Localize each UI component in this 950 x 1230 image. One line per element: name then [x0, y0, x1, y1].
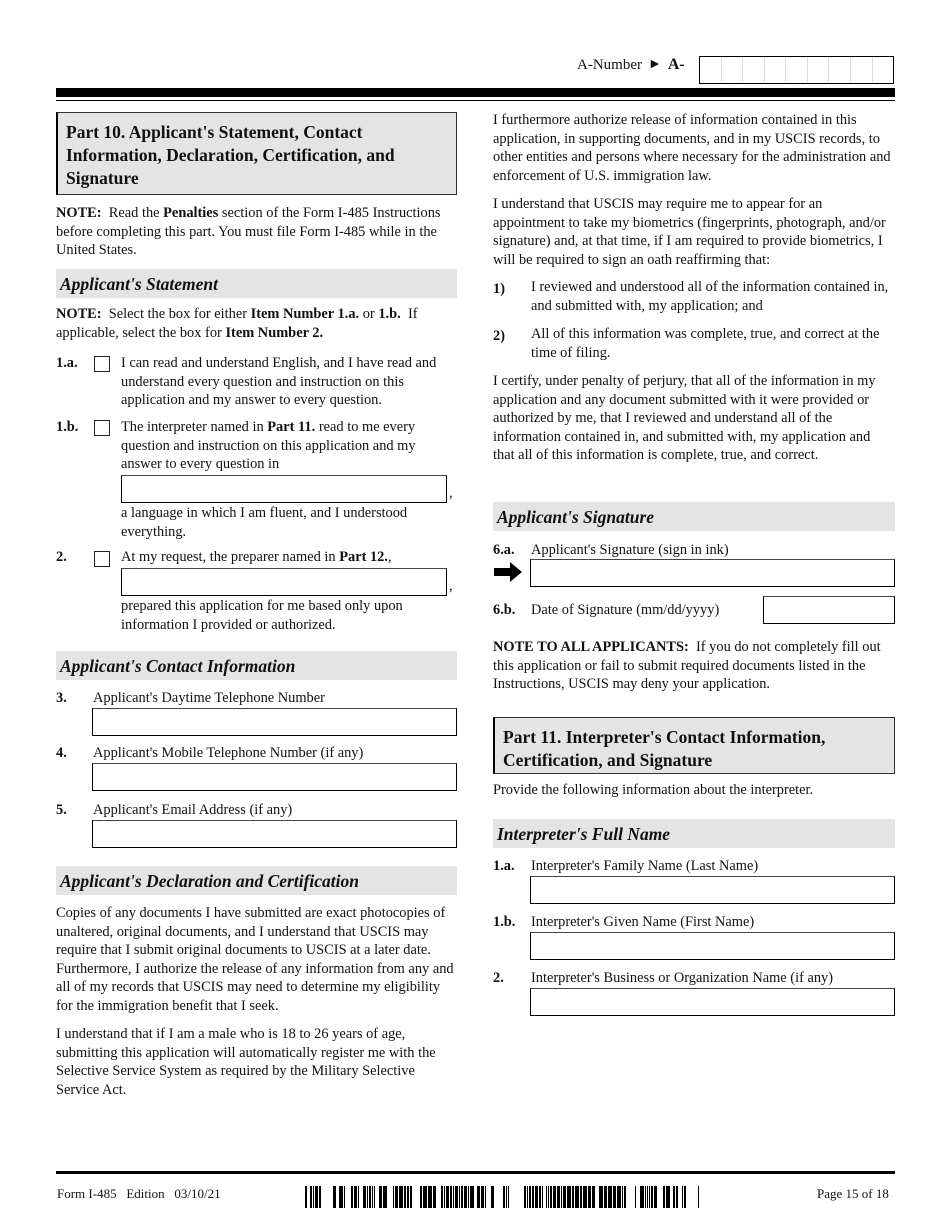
barcode [305, 1186, 712, 1208]
arrow-right-icon [494, 562, 522, 582]
item-3-label: Applicant's Daytime Telephone Number [93, 690, 325, 706]
item-6a-number: 6.a. [493, 542, 515, 558]
applicant-signature-input[interactable] [530, 559, 895, 587]
statement-note: NOTE: Select the box for either Item Number 1.a. or 1.b. If applicable, select the box for Item Number 2. [56, 306, 418, 341]
item-1a-number: 1.a. [56, 355, 78, 371]
mobile-phone-input[interactable] [92, 763, 457, 791]
list-1-text: I reviewed and understood all of the information contained in, and submitted with, my application; and [531, 279, 889, 314]
interpreter-family-name-input[interactable] [530, 876, 895, 904]
a-number-label-group [577, 56, 685, 75]
arrow-right-icon: ► [647, 57, 662, 72]
item-1a-checkbox[interactable] [94, 356, 110, 372]
a-number-label: A-Number [577, 57, 642, 73]
item-2-checkbox[interactable] [94, 551, 110, 567]
applicant-statement-heading: Applicant's Statement [56, 269, 457, 298]
item-2-after-text: prepared this application for me based only upon information I provided or authorized. [121, 598, 403, 633]
list-1-number: 1) [493, 281, 505, 297]
part11-intro: Provide the following information about the interpreter. [493, 782, 814, 798]
item-1b-number: 1.b. [56, 419, 79, 435]
footer-page-number: Page 15 of 18 [817, 1186, 889, 1201]
right-para-3: I certify, under penalty of perjury, that all of the information in my application and any document submitted with it were provided or authorized by me, that I reviewed and understand all of the information contained in, and submitted with, my application and that all of this information is complete, true, and correct. [493, 373, 876, 463]
list-2-number: 2) [493, 328, 505, 344]
part11-title: Part 11. Interpreter's Contact Information, Certification, and Signature [503, 727, 826, 770]
applicant-declaration-heading: Applicant's Declaration and Certification [56, 866, 457, 895]
a-number-prefix: A- [667, 56, 685, 73]
item-3-number: 3. [56, 690, 67, 706]
declaration-para-1: Copies of any documents I have submitted are exact photocopies of unaltered, original documents, and I understand that USCIS may require that I submit original documents to USCIS at a later date. Furthermore, I authorize the release of any information from any and all of my records that USCIS may need to determine my eligibility for the immigration benefit that I seek. [56, 905, 454, 1014]
applicant-contact-heading: Applicant's Contact Information [56, 651, 457, 680]
footer-form-id: Form I-485 Edition 03/10/21 [57, 1186, 221, 1201]
item-2-comma: , [449, 578, 453, 594]
signature-date-input[interactable] [763, 596, 895, 624]
interpreter-full-name-heading: Interpreter's Full Name [493, 819, 895, 848]
item-2-number: 2. [56, 549, 67, 565]
a-number-input[interactable] [699, 56, 894, 84]
item-5-number: 5. [56, 802, 67, 818]
item-6a-label: Applicant's Signature (sign in ink) [531, 542, 729, 558]
item-1b-checkbox[interactable] [94, 420, 110, 436]
item-2-text: At my request, the preparer named in Part 12., [121, 549, 392, 565]
email-input[interactable] [92, 820, 457, 848]
item-1a-text: I can read and understand English, and I have read and understand every question and instruction on this application and my answer to every question. [121, 355, 437, 408]
interp-1b-number: 1.b. [493, 914, 516, 930]
item-2-preparer-input[interactable] [121, 568, 447, 596]
interp-2-label: Interpreter's Business or Organization Name (if any) [531, 970, 834, 986]
applicant-signature-heading: Applicant's Signature [493, 502, 895, 531]
interpreter-given-name-input[interactable] [530, 932, 895, 960]
interp-1a-label: Interpreter's Family Name (Last Name) [531, 858, 759, 874]
right-para-2: I understand that USCIS may require me to appear for an appointment to take my biometrics (fingerprints, photograph, and/or signature) and, at that time, if I am required to provide biometrics, I will be required to sign an oath reaffirming that: [493, 196, 886, 268]
item-6b-number: 6.b. [493, 602, 516, 618]
header-rule-thin [56, 100, 895, 101]
interp-2-number: 2. [493, 970, 504, 986]
list-2-text: All of this information was complete, true, and correct at the time of filing. [531, 326, 880, 361]
header-rule [56, 88, 895, 97]
right-para-1: I furthermore authorize release of information contained in this application, in supporting documents, and in my USCIS records, to other entities and persons where necessary for the administration and enforcement of U.S. immigration law. [493, 112, 891, 184]
item-1b-after-text: a language in which I am fluent, and I understood everything. [121, 505, 408, 540]
item-6b-label: Date of Signature (mm/dd/yyyy) [531, 602, 720, 618]
item-4-label: Applicant's Mobile Telephone Number (if any) [93, 745, 364, 761]
part10-note: NOTE: Read the Penalties section of the Form I-485 Instructions before completing this part. You must file Form I-485 while in the United States. [56, 205, 441, 258]
declaration-para-2: I understand that if I am a male who is 18 to 26 years of age, submitting this application will automatically register me with the Selective Service System as required by the Military Selective Service Act. [56, 1026, 436, 1098]
daytime-phone-input[interactable] [92, 708, 457, 736]
item-5-label: Applicant's Email Address (if any) [93, 802, 293, 818]
interpreter-organization-input[interactable] [530, 988, 895, 1016]
note-to-all-applicants: NOTE TO ALL APPLICANTS: If you do not completely fill out this application or fail to submit required documents listed in the Instructions, USCIS may deny your application. [493, 639, 881, 692]
part11-title-box [493, 717, 895, 774]
item-1b-comma: , [449, 485, 453, 501]
part10-title: Part 10. Applicant's Statement, Contact Information, Declaration, Certification, and Signature [66, 122, 395, 188]
item-1b-language-input[interactable] [121, 475, 447, 503]
item-4-number: 4. [56, 745, 67, 761]
interp-1b-label: Interpreter's Given Name (First Name) [531, 914, 755, 930]
footer-rule [56, 1171, 895, 1174]
part10-title-box [56, 112, 457, 195]
item-1b-text: The interpreter named in Part 11. read to me every question and instruction on this application and my answer to every question in [121, 419, 416, 472]
interp-1a-number: 1.a. [493, 858, 515, 874]
